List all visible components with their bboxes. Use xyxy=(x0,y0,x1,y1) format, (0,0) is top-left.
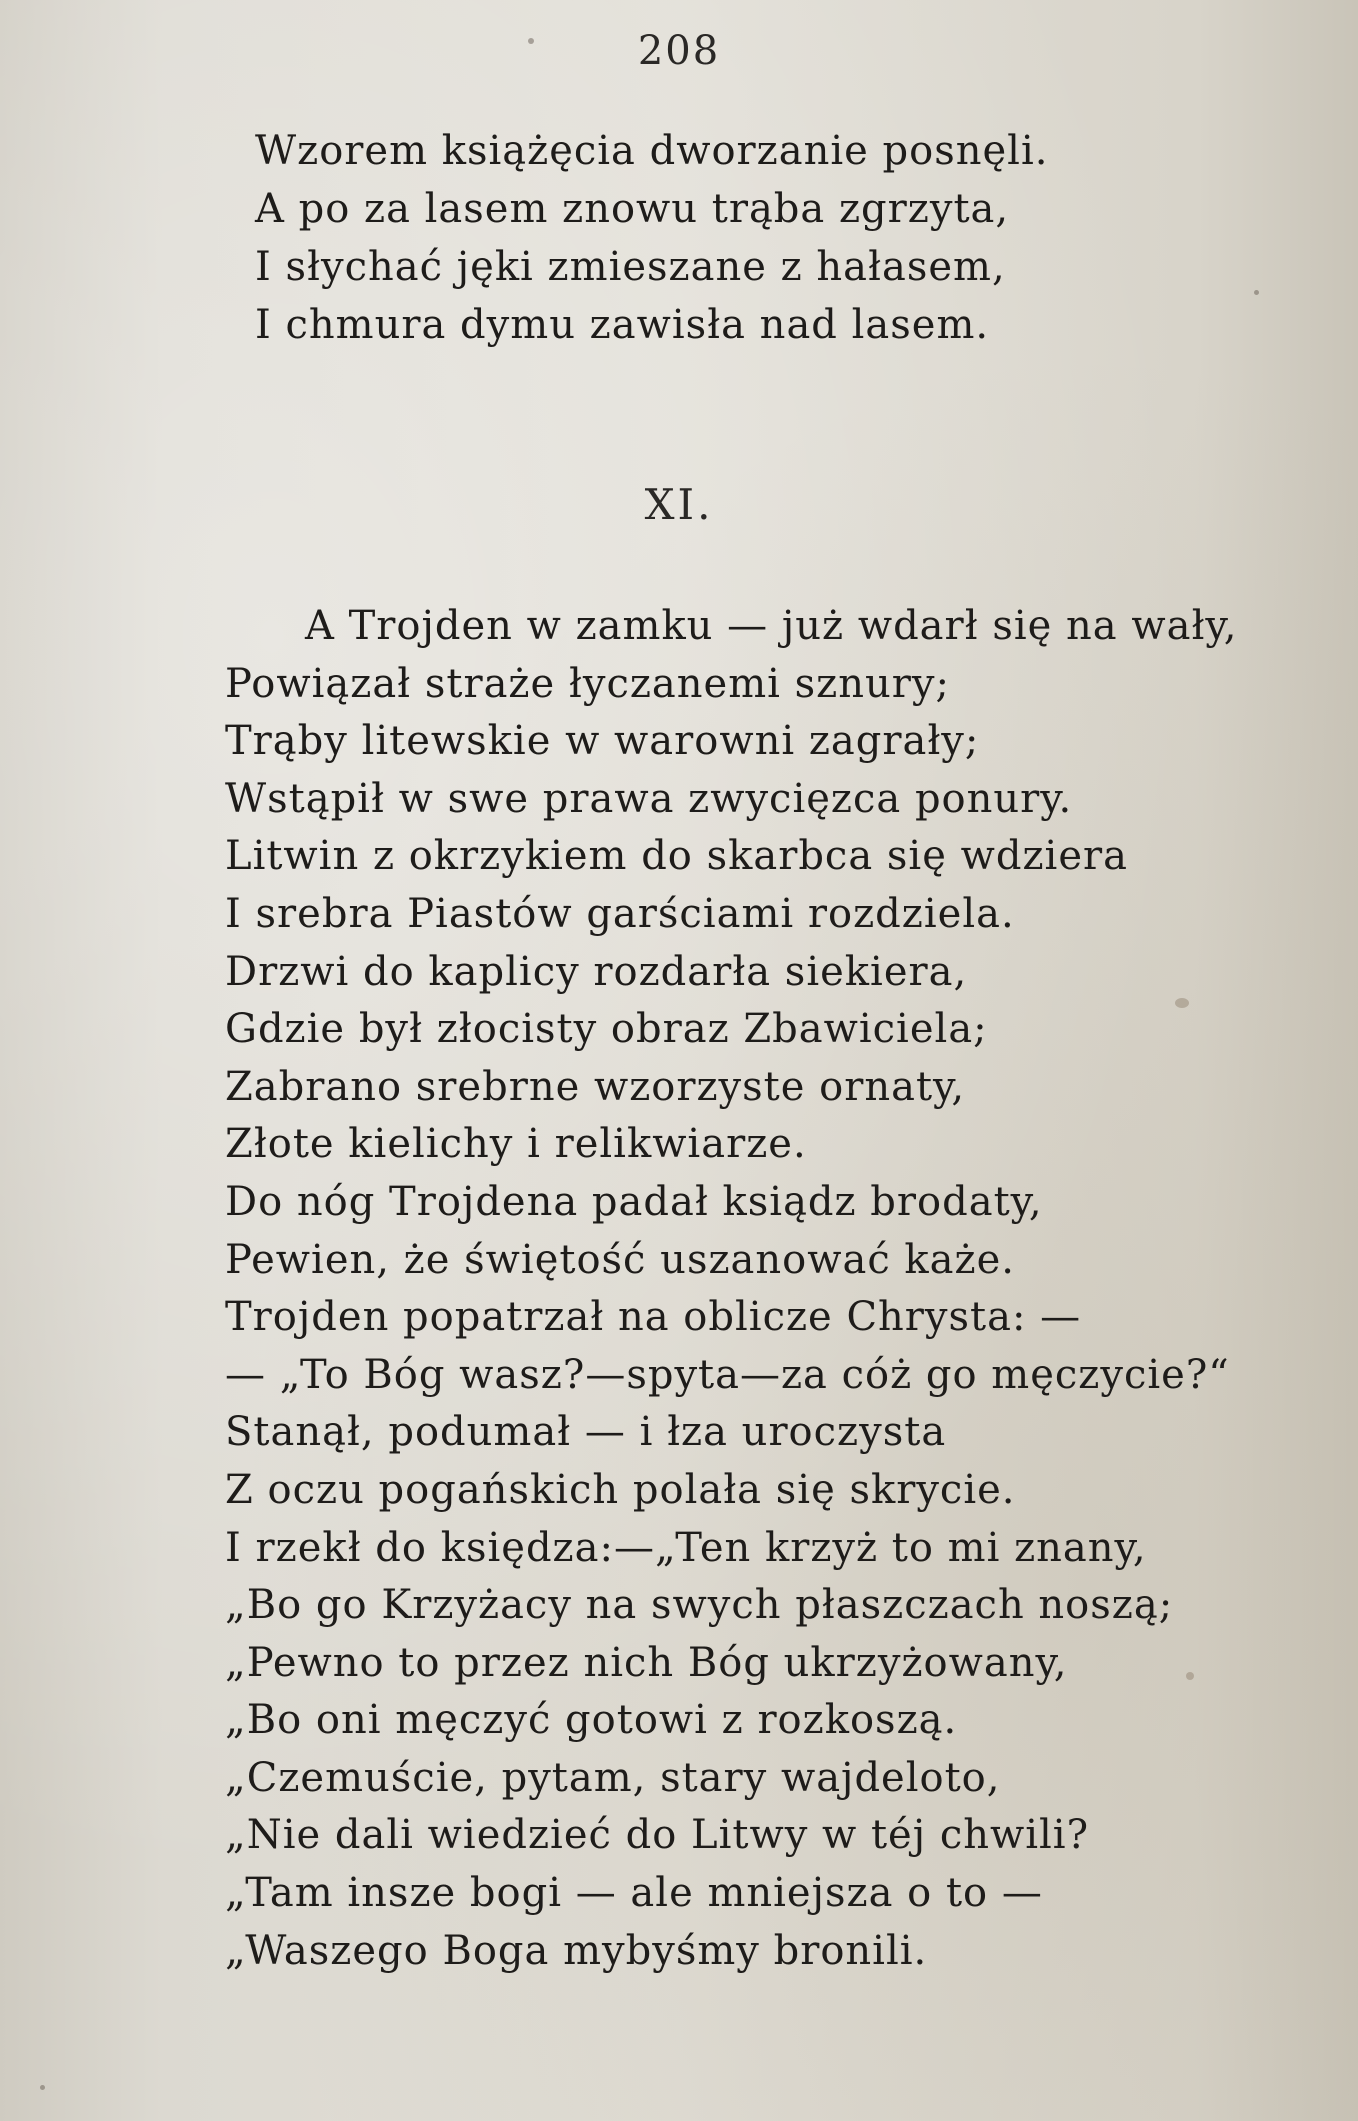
verse-line: Z oczu pogańskich polała się skrycie. xyxy=(225,1466,1016,1513)
top-stanza xyxy=(255,122,1048,354)
verse-line: „Pewno to przez nich Bóg ukrzyżowany, xyxy=(225,1639,1068,1686)
verse-line: A po za lasem znowu trąba zgrzyta, xyxy=(255,186,1010,232)
verse-line: Do nóg Trojdena padał ksiądz brodaty, xyxy=(225,1178,1043,1225)
verse-line: „Bo go Krzyżacy na swych płaszczach noszą; xyxy=(225,1582,1174,1629)
verse-line: Wzorem książęcia dworzanie posnęli. xyxy=(255,128,1049,174)
verse-line: Trąby litewskie w warowni zagrały; xyxy=(225,718,980,765)
ink-speck xyxy=(40,2085,45,2090)
verse-line: „Nie dali wiedzieć do Litwy w téj chwili? xyxy=(225,1812,1090,1859)
verse-line: I srebra Piastów garściami rozdziela. xyxy=(225,890,1015,937)
verse-line: Wstąpił w swe prawa zwycięzca ponury. xyxy=(225,775,1073,822)
verse-line: „Waszego Boga mybyśmy bronili. xyxy=(225,1927,928,1974)
verse-line: A Trojden w zamku — już wdarł się na wały, xyxy=(305,603,1238,649)
ink-speck xyxy=(1254,290,1259,295)
page-number: 208 xyxy=(637,28,721,74)
verse-line: Powiązał straże łyczanemi sznury; xyxy=(225,660,950,707)
verse-line: Trojden popatrzał na oblicze Chrysta: — xyxy=(225,1294,1082,1341)
verse-line: Stanął, podumał — i łza uroczysta xyxy=(225,1409,947,1456)
verse-line: Złote kielichy i relikwiarze. xyxy=(225,1121,807,1168)
verse-line: I chmura dymu zawisła nad lasem. xyxy=(255,302,990,348)
verse-line: I rzekł do księdza:—„Ten krzyż to mi znany, xyxy=(225,1524,1147,1571)
verse-line: Zabrano srebrne wzorzyste ornaty, xyxy=(225,1063,966,1110)
verse-line: Pewien, że świętość uszanować każe. xyxy=(225,1236,1015,1283)
verse-line: Gdzie był złocisty obraz Zbawiciela; xyxy=(225,1006,988,1053)
verse-line: I słychać jęki zmieszane z hałasem, xyxy=(255,244,1006,290)
verse-line: „Czemuście, pytam, stary wajdeloto, xyxy=(225,1754,1001,1801)
verse-line: — „To Bóg wasz?—spyta—za cóż go męczycie?“ xyxy=(225,1351,1230,1398)
section-verses xyxy=(225,598,1237,1980)
verse-line: „Bo oni męczyć gotowi z rozkoszą. xyxy=(225,1697,958,1744)
verse-line: Drzwi do kaplicy rozdarła siekiera, xyxy=(225,948,968,995)
verse-line: „Tam insze bogi — ale mniejsza o to — xyxy=(225,1870,1043,1917)
verse-line: Litwin z okrzykiem do skarbca się wdziera xyxy=(225,833,1128,880)
section-heading: XI. xyxy=(644,480,714,529)
